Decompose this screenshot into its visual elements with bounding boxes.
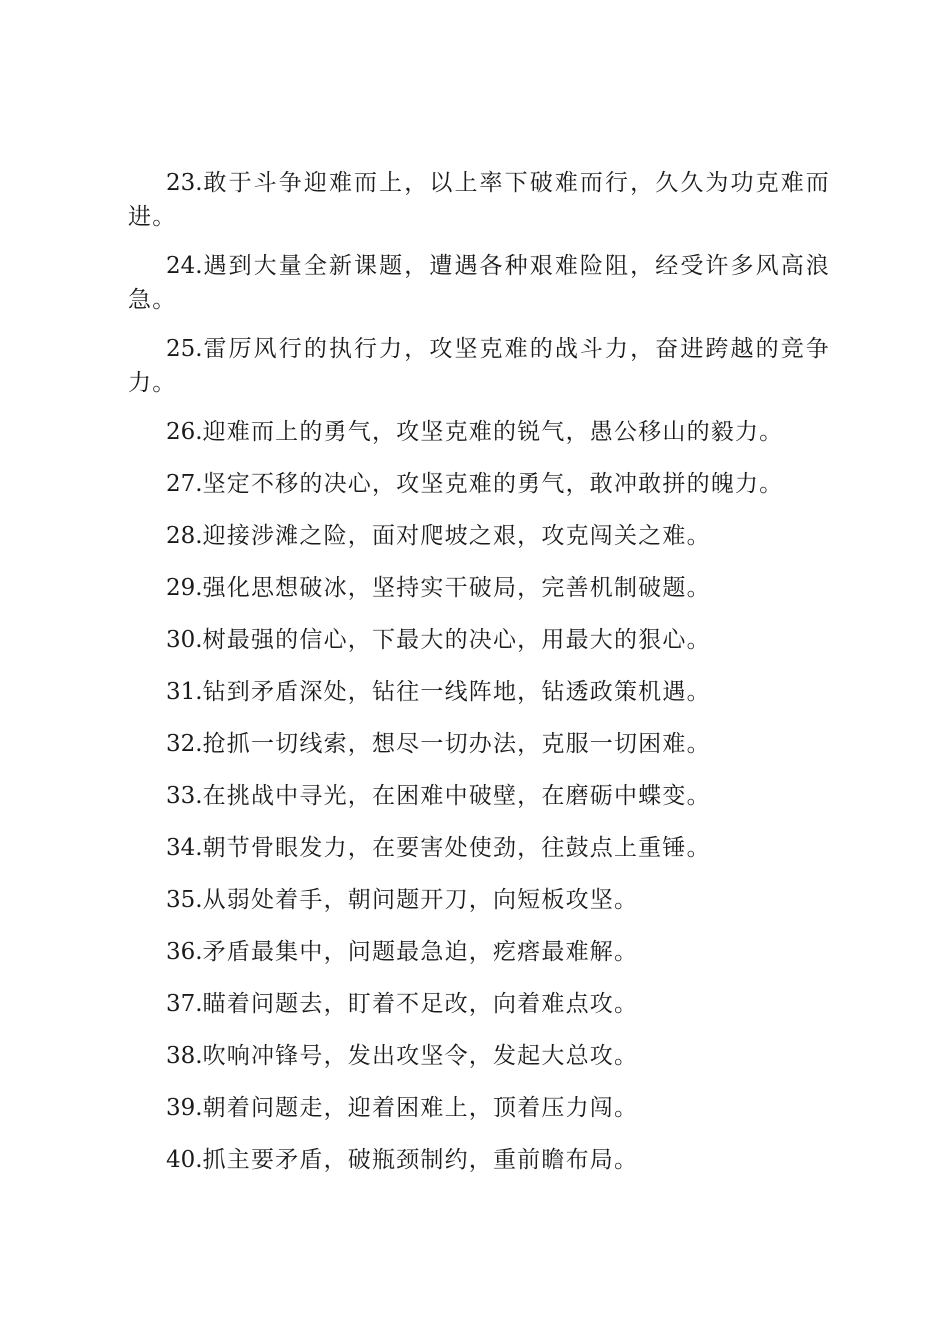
- list-item: [128, 1091, 830, 1125]
- item-text: 强化思想破冰，坚持实干破局，完善机制破题。: [202, 575, 711, 601]
- item-number: 36.: [166, 939, 203, 965]
- item-number: 33.: [166, 783, 203, 809]
- list-item: [128, 935, 830, 969]
- list-item: [128, 332, 830, 400]
- list-item: [128, 1143, 830, 1177]
- item-text: 坚定不移的决心，攻坚克难的勇气，敢冲敢拼的魄力。: [202, 471, 784, 497]
- item-text: 迎接涉滩之险，面对爬坡之艰，攻克闯关之难。: [202, 523, 711, 549]
- item-number: 34.: [166, 835, 203, 861]
- item-text: 矛盾最集中，问题最急迫，疙瘩最难解。: [202, 939, 639, 965]
- item-number: 26.: [166, 419, 203, 445]
- item-number: 40.: [166, 1147, 203, 1173]
- item-number: 38.: [166, 1043, 203, 1069]
- item-number: 25.: [166, 336, 203, 362]
- list-item: [128, 249, 830, 317]
- item-text: 从弱处着手，朝问题开刀，向短板攻坚。: [202, 887, 639, 913]
- list-item: [128, 467, 830, 501]
- list-item: [128, 831, 830, 865]
- item-number: 31.: [166, 679, 203, 705]
- list-item: [128, 1039, 830, 1073]
- list-item: [128, 623, 830, 657]
- list-item: [128, 779, 830, 813]
- item-text: 抢抓一切线索，想尽一切办法，克服一切困难。: [202, 731, 711, 757]
- item-number: 28.: [166, 523, 203, 549]
- item-text: 朝着问题走，迎着困难上，顶着压力闯。: [202, 1095, 639, 1121]
- item-text: 钻到矛盾深处，钻往一线阵地，钻透政策机遇。: [202, 679, 711, 705]
- list-item: [128, 415, 830, 449]
- list-item: [128, 571, 830, 605]
- phrase-list: [128, 166, 830, 1195]
- item-text: 树最强的信心，下最大的决心，用最大的狠心。: [202, 627, 711, 653]
- item-text: 敢于斗争迎难而上，以上率下破难而行，久久为功克难而进。: [128, 170, 830, 230]
- item-text: 朝节骨眼发力，在要害处使劲，往鼓点上重锤。: [202, 835, 711, 861]
- list-item: [128, 727, 830, 761]
- item-number: 29.: [166, 575, 203, 601]
- item-number: 39.: [166, 1095, 203, 1121]
- item-number: 32.: [166, 731, 203, 757]
- list-item: [128, 675, 830, 709]
- list-item: [128, 883, 830, 917]
- item-text: 吹响冲锋号，发出攻坚令，发起大总攻。: [202, 1043, 639, 1069]
- list-item: [128, 987, 830, 1021]
- item-text: 瞄着问题去，盯着不足改，向着难点攻。: [202, 991, 639, 1017]
- item-text: 雷厉风行的执行力，攻坚克难的战斗力，奋进跨越的竞争力。: [128, 336, 830, 396]
- item-number: 30.: [166, 627, 203, 653]
- item-number: 24.: [166, 253, 203, 279]
- item-number: 37.: [166, 991, 203, 1017]
- item-text: 遇到大量全新课题，遭遇各种艰难险阻，经受许多风高浪急。: [128, 253, 830, 313]
- item-number: 23.: [166, 170, 203, 196]
- item-number: 35.: [166, 887, 203, 913]
- list-item: [128, 519, 830, 553]
- list-item: [128, 166, 830, 234]
- item-text: 迎难而上的勇气，攻坚克难的锐气，愚公移山的毅力。: [202, 419, 784, 445]
- item-text: 抓主要矛盾，破瓶颈制约，重前瞻布局。: [202, 1147, 639, 1173]
- item-text: 在挑战中寻光，在困难中破壁，在磨砺中蝶变。: [202, 783, 711, 809]
- item-number: 27.: [166, 471, 203, 497]
